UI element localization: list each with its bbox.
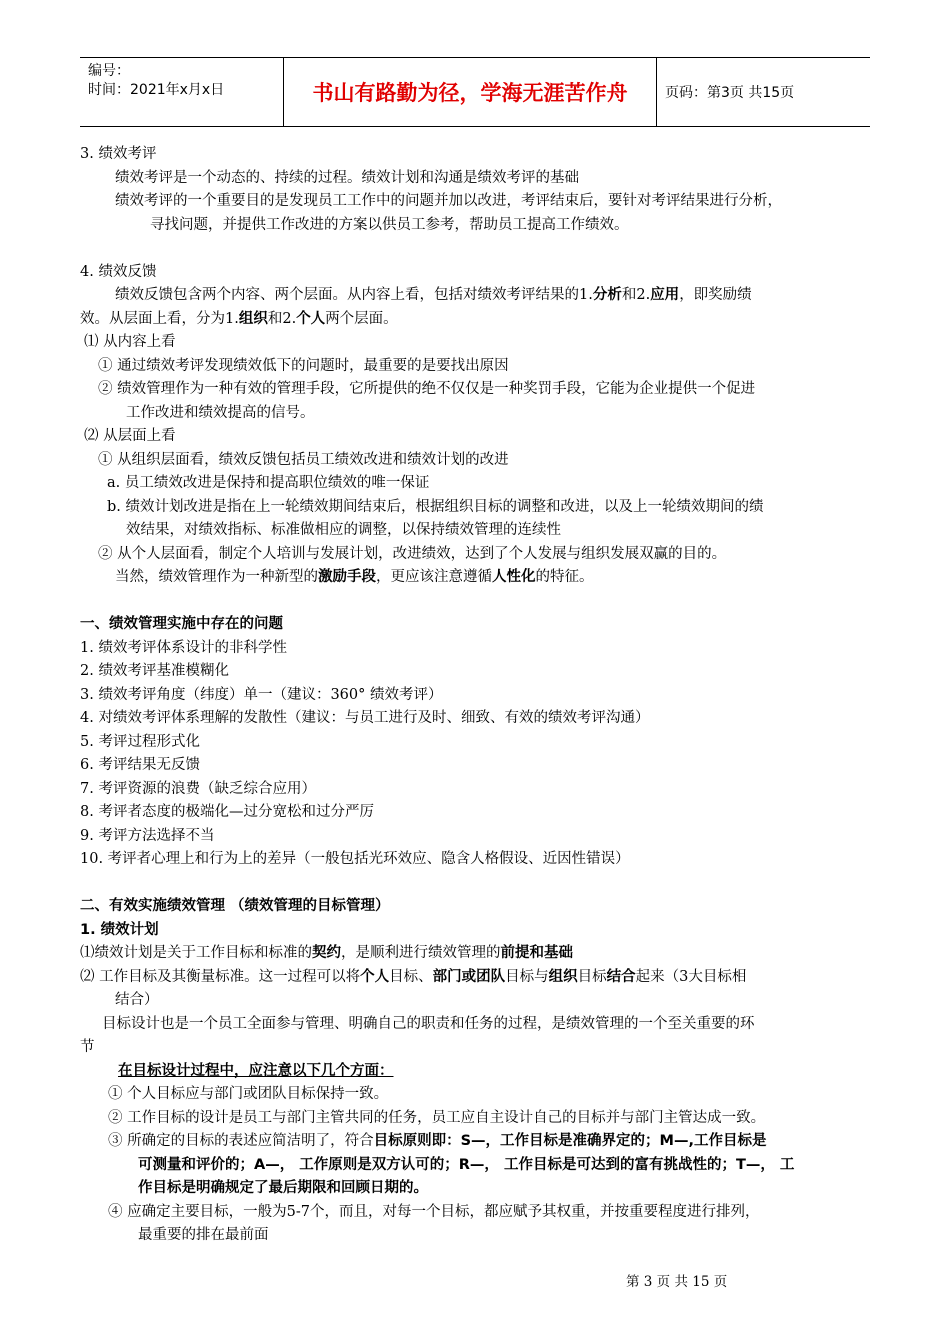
header-meta bbox=[88, 62, 224, 100]
list-item: ② 从个人层面看，制定个人培训与发展计划，改进绩效，达到了个人发展与组织发展双赢的目的。 bbox=[98, 545, 727, 562]
list-item-continuation: 效结果，对绩效指标、标准做相应的调整，以保持绩效管理的连续性 bbox=[126, 522, 561, 538]
attention-heading: 在目标设计过程中，应注意以下几个方面： bbox=[118, 1062, 394, 1079]
paragraph-continuation: 结合） bbox=[115, 992, 159, 1008]
part-title: 二、有效实施绩效管理 （绩效管理的目标管理） bbox=[80, 898, 390, 914]
subsection-title: ⑴ 从内容上看 bbox=[84, 334, 176, 350]
list-item-continuation: 工作改进和绩效提高的信号。 bbox=[126, 404, 315, 421]
paragraph: 绩效考评的一个重要目的是发现员工工作中的问题并加以改进，考评结束后，要针对考评结果进行分析， bbox=[115, 193, 782, 209]
doc-number-label: 编号： bbox=[88, 63, 130, 79]
list-item: ① 通过绩效考评发现绩效低下的问题时，最重要的是要找出原因 bbox=[98, 357, 509, 374]
list-item: 10. 考评者心理上和行为上的差异（一般包括光环效应、隐含人格假设、近因性错误） bbox=[80, 851, 630, 867]
list-item: 2. 绩效考评基准模糊化 bbox=[80, 663, 229, 679]
list-item: 9. 考评方法选择不当 bbox=[80, 827, 215, 844]
list-item: ③ 所确定的目标的表述应简洁明了，符合目标原则即：S—，工作目标是准确界定的；M—,工作目标是 bbox=[108, 1133, 767, 1149]
paragraph-continuation: 节 bbox=[80, 1039, 95, 1055]
list-item: a. 员工绩效改进是保持和提高职位绩效的唯一保证 bbox=[107, 475, 430, 491]
list-item-continuation: 最重要的排在最前面 bbox=[138, 1227, 269, 1243]
section-title: 3. 绩效考评 bbox=[80, 146, 157, 162]
page-header bbox=[80, 57, 870, 127]
list-item: b. 绩效计划改进是指在上一轮绩效期间结束后，根据组织目标的调整和改进，以及上一轮绩效期间的绩 bbox=[107, 498, 764, 515]
list-item-continuation: 作目标是明确规定了最后期限和回顾日期的。 bbox=[138, 1180, 428, 1196]
part-title: 一、绩效管理实施中存在的问题 bbox=[80, 616, 283, 632]
list-item: ① 从组织层面看，绩效反馈包括员工绩效改进和绩效计划的改进 bbox=[98, 451, 509, 468]
list-item: ② 工作目标的设计是员工与部门主管共同的任务，员工应自主设计自己的目标并与部门主管达成一致。 bbox=[108, 1109, 766, 1126]
list-item: 3. 绩效考评角度（纬度）单一（建议：360° 绩效考评） bbox=[80, 686, 443, 703]
list-item: ② 绩效管理作为一种有效的管理手段，它所提供的绝不仅仅是一种奖罚手段，它能为企业提供一个促进 bbox=[98, 381, 756, 397]
list-item: ① 个人目标应与部门或团队目标保持一致。 bbox=[108, 1086, 389, 1102]
problem-list bbox=[80, 637, 875, 872]
paragraph: 目标设计也是一个员工全面参与管理、明确自己的职责和任务的过程，是绩效管理的一个至关重要的环 bbox=[102, 1015, 755, 1032]
list-item: ④ 应确定主要目标，一般为5-7个，而且，对每一个目标，都应赋予其权重，并按重要程度进行排列， bbox=[108, 1203, 760, 1220]
page-footer: 第 3 页 共 15 页 bbox=[626, 1274, 728, 1290]
paragraph-continuation: 效。从层面上看，分为1.组织和2.个人两个层面。 bbox=[80, 310, 398, 327]
doc-time-label: 时间：2021年x月x日 bbox=[88, 82, 225, 98]
section-title: 4. 绩效反馈 bbox=[80, 263, 157, 280]
paragraph-continuation: 寻找问题，并提供工作改进的方案以供员工参考，帮助员工提高工作绩效。 bbox=[150, 216, 629, 233]
subsection-title: ⑵ 从层面上看 bbox=[84, 428, 176, 444]
list-item-continuation: 可测量和评价的；A—， 工作原则是双方认可的；R—， 工作目标是可达到的富有挑战性的；T—， 工 bbox=[138, 1156, 795, 1173]
list-item: 5. 考评过程形式化 bbox=[80, 733, 200, 750]
list-item: 6. 考评结果无反馈 bbox=[80, 757, 200, 773]
list-item: 8. 考评者态度的极端化—过分宽松和过分严厉 bbox=[80, 804, 374, 820]
paragraph: ⑴绩效计划是关于工作目标和标准的契约，是顺利进行绩效管理的前提和基础 bbox=[80, 945, 573, 961]
header-motto: 书山有路勤为径，学海无涯苦作舟 bbox=[283, 58, 657, 126]
document-body bbox=[80, 143, 875, 1248]
section-title: 1. 绩效计划 bbox=[80, 921, 159, 938]
list-item: 1. 绩效考评体系设计的非科学性 bbox=[80, 639, 287, 656]
paragraph: ⑵ 工作目标及其衡量标准。这一过程可以将个人目标、部门或团队目标与组织目标结合起来（3大目标相 bbox=[80, 968, 747, 985]
paragraph: 绩效考评是一个动态的、持续的过程。绩效计划和沟通是绩效考评的基础 bbox=[115, 169, 579, 186]
paragraph: 绩效反馈包含两个内容、两个层面。从内容上看，包括对绩效考评结果的1.分析和2.应用，即奖励绩 bbox=[115, 287, 752, 303]
paragraph: 当然，绩效管理作为一种新型的激励手段，更应该注意遵循人性化的特征。 bbox=[115, 569, 594, 585]
list-item: 4. 对绩效考评体系理解的发散性（建议：与员工进行及时、细致、有效的绩效考评沟通） bbox=[80, 710, 650, 726]
list-item: 7. 考评资源的浪费（缺乏综合应用） bbox=[80, 780, 316, 797]
header-page-info: 页码：第3页 共15页 bbox=[665, 85, 795, 101]
